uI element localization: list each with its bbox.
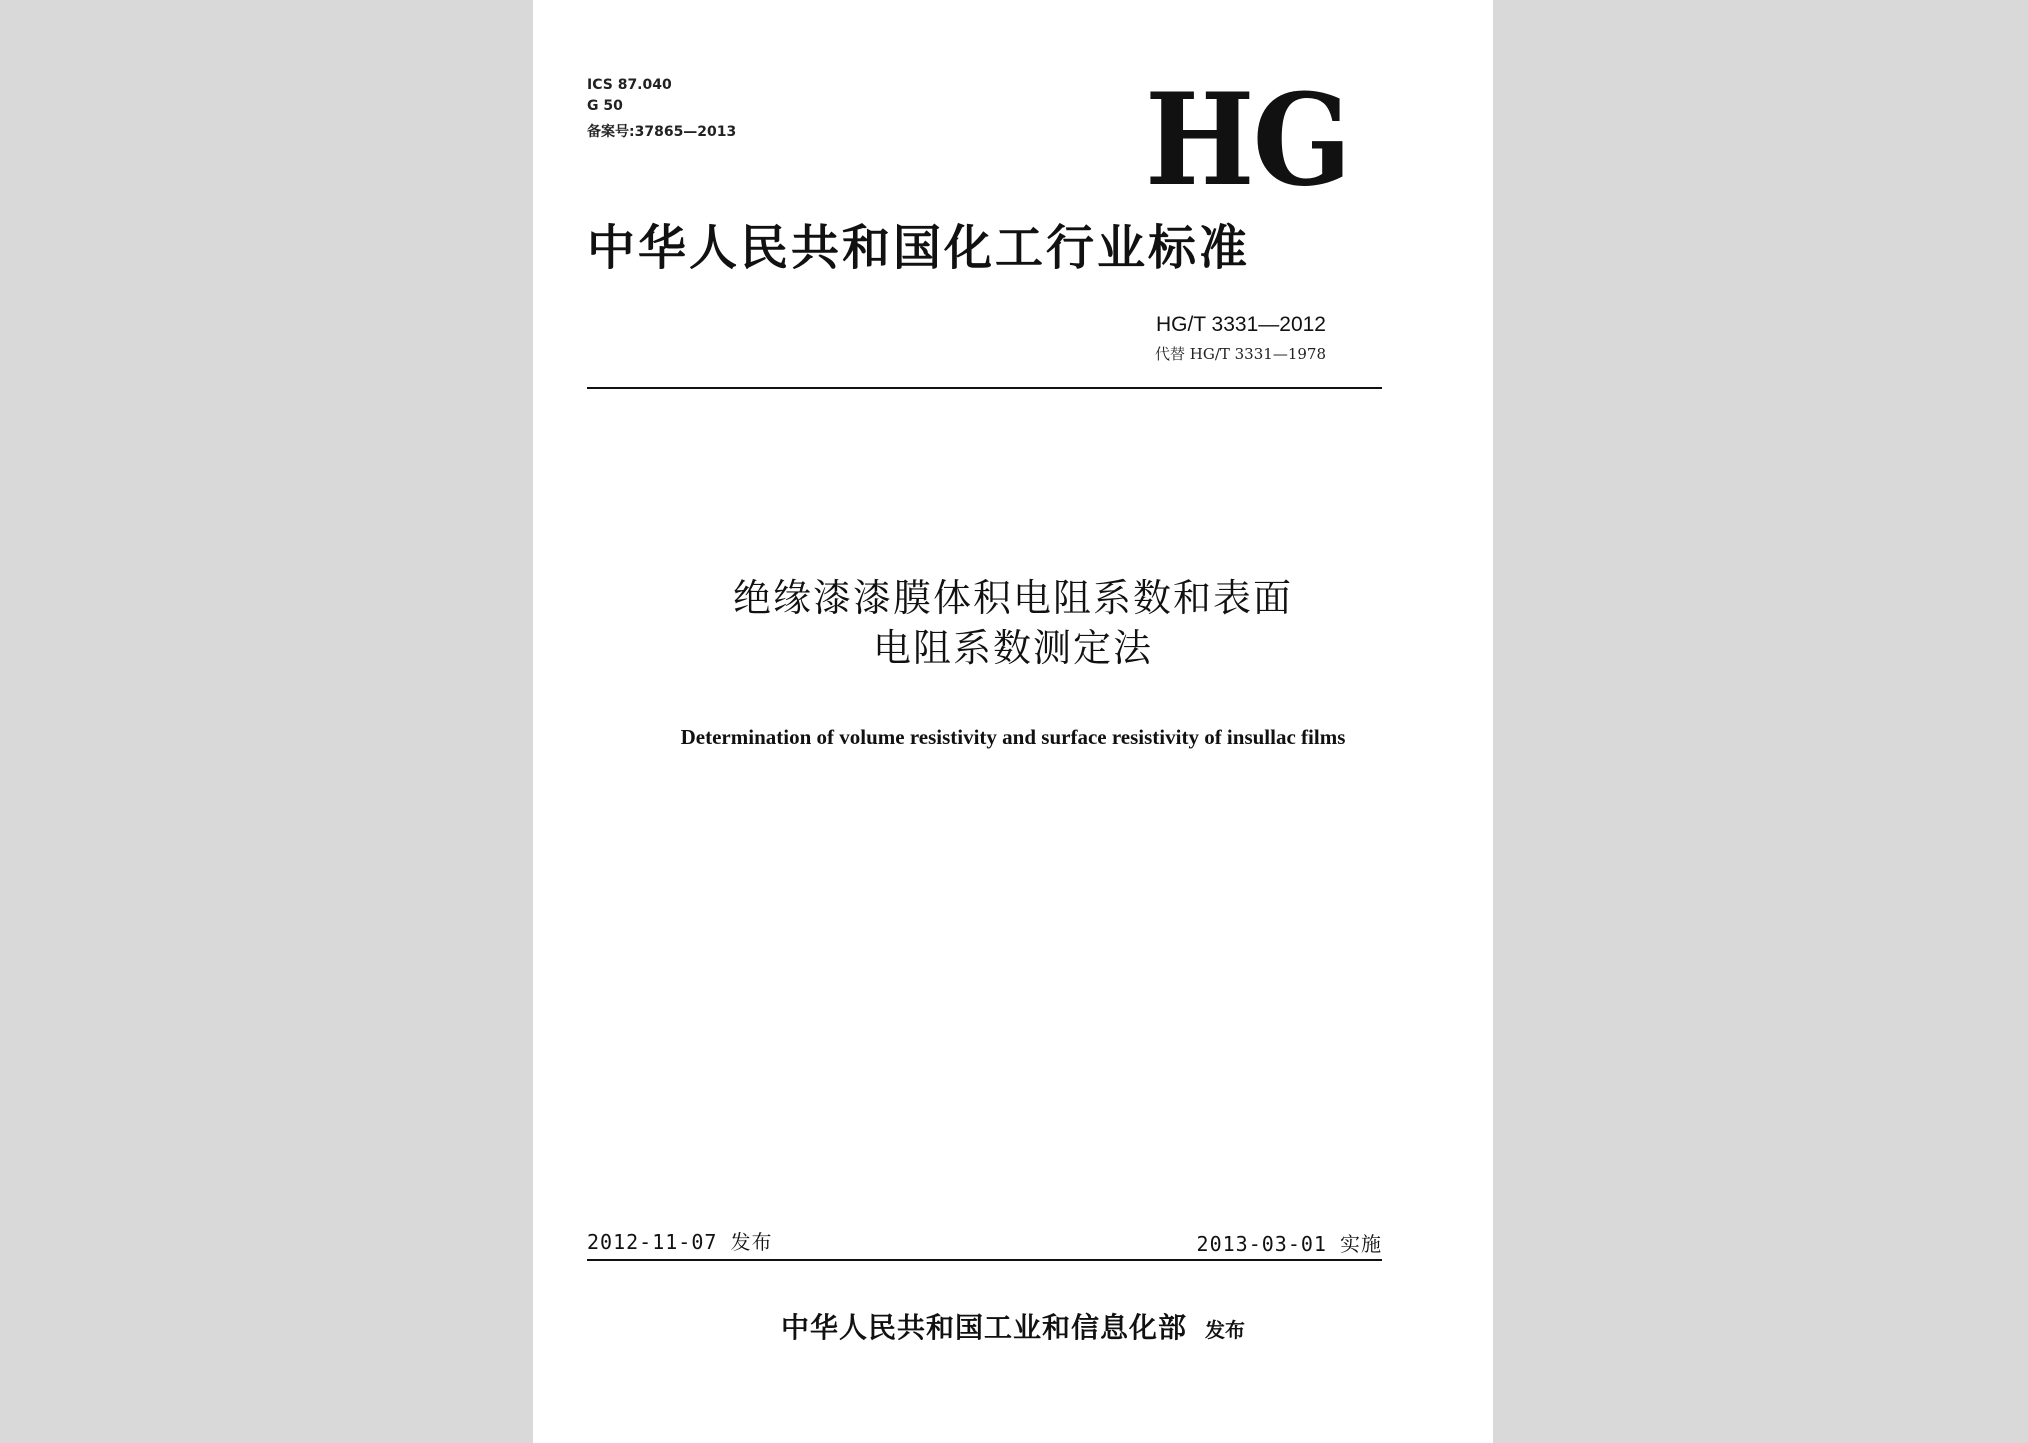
title-chinese-line-1: 绝缘漆漆膜体积电阻系数和表面 xyxy=(732,576,1293,620)
hg-logo: HG xyxy=(1145,66,1350,214)
standard-category: 中华人民共和国化工行业标准 xyxy=(587,220,1251,276)
header-divider xyxy=(587,387,1382,389)
standard-number: HG/T 3331—2012 xyxy=(1155,313,1326,336)
dates-divider xyxy=(587,1259,1382,1261)
implementation-date: 2013-03-01 实施 xyxy=(1196,1232,1382,1256)
publisher-line xyxy=(533,1308,1493,1350)
title-english: Determination of volume resistivity and surface resistivity of insullac films xyxy=(680,725,1346,749)
publisher-suffix: 发布 xyxy=(1205,1318,1245,1342)
replaces-standard: 代替 HG/T 3331—1978 xyxy=(1154,345,1326,363)
publisher-name: 中华人民共和国工业和信息化部 xyxy=(780,1311,1187,1344)
document-page xyxy=(533,0,1493,1443)
ics-code: ICS 87.040 xyxy=(587,77,672,93)
title-chinese-line-2: 电阻系数测定法 xyxy=(872,626,1153,670)
issue-date: 2012-11-07 发布 xyxy=(587,1230,773,1254)
ccs-code: G 50 xyxy=(587,98,623,114)
filing-number: 备案号:37865—2013 xyxy=(587,124,737,140)
title-chinese xyxy=(533,573,1493,673)
